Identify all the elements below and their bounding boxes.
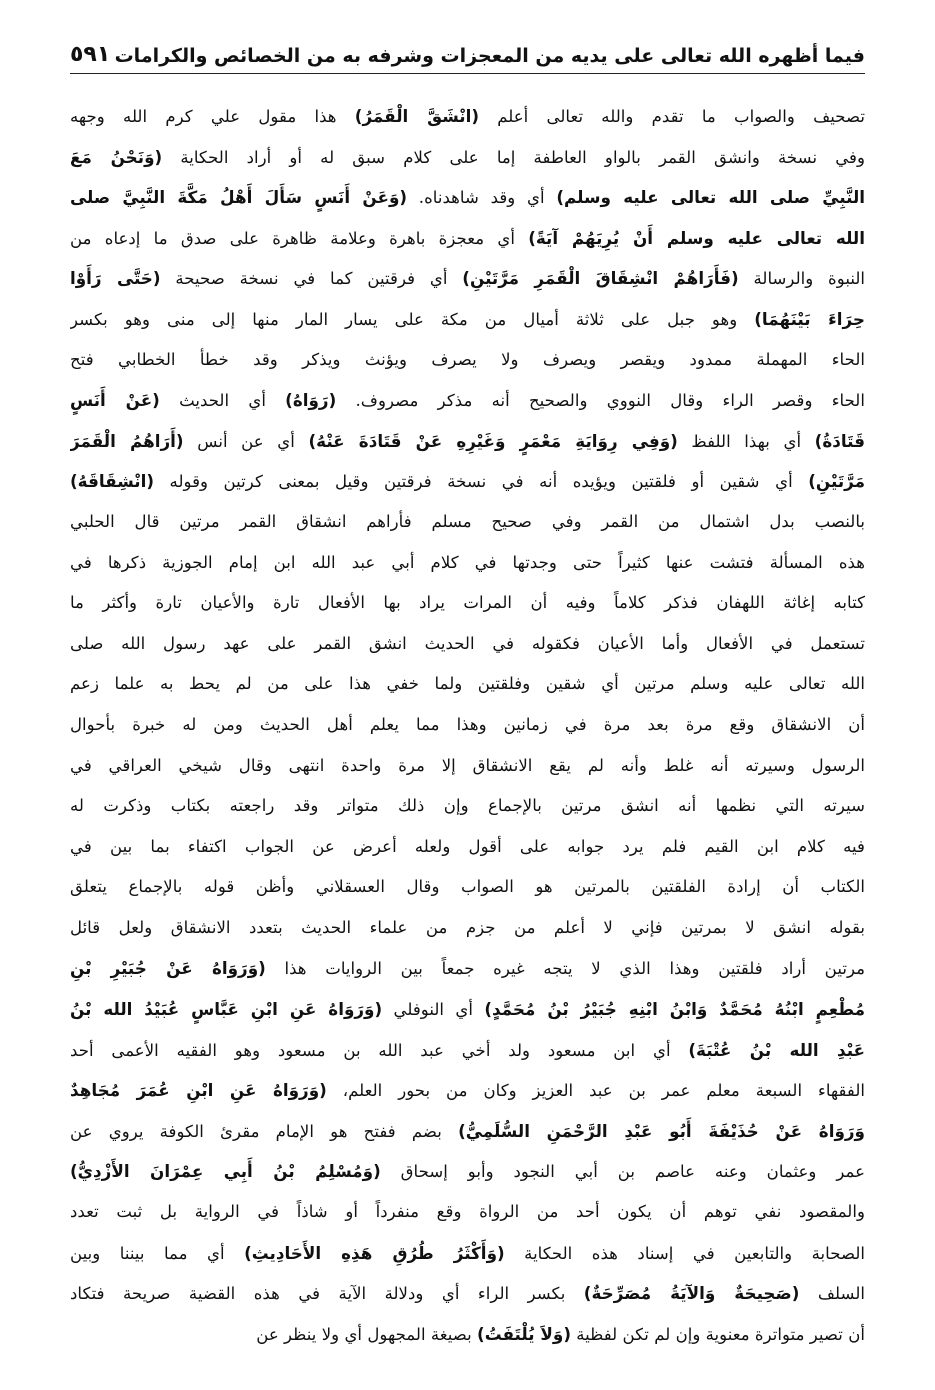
commentary-text: الكتاب أن إرادة الفلقتين بالمرتين هو الصواب وقال العسقلاني وأظن قوله بالإجماع يتعلق	[70, 877, 865, 897]
commentary-text: الحاء المهملة ممدود ويقصر ويصرف ولا يصرف ويؤنث ويذكر وقد خطأ الخطابي فتح	[70, 349, 865, 369]
quoted-matn: (أَرَاهُمُ الْقَمَرَ	[70, 430, 184, 451]
text-line	[70, 664, 865, 705]
commentary-text: عمر وعثمان وعنه عاصم بن أبي النجود وأبو إسحاق	[380, 1162, 865, 1182]
commentary-text: أي الحديث	[159, 391, 286, 411]
commentary-text: وفي نسخة وانشق القمر بالواو العاطفة إما على كلام سبق له أو أراد الحكاية	[162, 147, 865, 167]
text-line	[70, 502, 865, 543]
quoted-matn: (انْشِقَاقَهُ)	[70, 471, 155, 492]
commentary-text: السلف	[799, 1284, 865, 1304]
text-line	[70, 1233, 865, 1274]
commentary-text: فيه كلام ابن القيم فلم يرد جوابه على أقول ولعله أعرض عن الجواب اكتفاء بما بين في	[70, 836, 865, 856]
quoted-matn: (وَنَحْنُ مَعَ	[70, 146, 163, 167]
commentary-text: أي وقد شاهدناه.	[407, 188, 557, 208]
commentary-text: سيرته التي نظمها أنه انشق مرتين بالإجماع وإن ذلك متواتر وقد راجعته بكتاب وذكرت له	[70, 796, 865, 816]
text-line	[70, 948, 865, 989]
commentary-text: الفقهاء السبعة معلم عمر بن عبد العزيز وكان من بحور العلم،	[326, 1081, 865, 1101]
quoted-matn: (فَأَرَاهُمْ انْشِقَاقَ الْقَمَرِ مَرَّتَيْنِ)	[462, 268, 739, 289]
body-text	[70, 96, 865, 1356]
text-line	[70, 137, 865, 178]
text-line	[70, 1151, 865, 1192]
quoted-matn: قَتَادَةُ)	[814, 430, 865, 451]
text-line	[70, 299, 865, 340]
commentary-text: تصحيف والصواب ما تقدم والله تعالى أعلم	[479, 107, 865, 126]
commentary-text: بقوله انشق لا بمرتين فإني لا أعلم من جزم من علماء الحديث بتعدد الانشقاق ولعل قائل	[70, 917, 865, 937]
quoted-matn: (وَعَنْ أَنَسٍ سَأَلَ أَهْلُ مَكَّةَ النَّبِيَّ صلى	[70, 187, 408, 208]
commentary-text: أي معجزة باهرة وعلامة ظاهرة على صدق ما إدعاه من	[70, 228, 529, 248]
quoted-matn: حِرَاءَ بَيْنَهُمَا)	[754, 308, 865, 329]
commentary-text: هذه المسألة فتشت عنها كثيراً حتى وجدتها في كلام أبي عبد الله ابن إمام الجوزية ذكرها في	[70, 552, 865, 572]
commentary-text: والمقصود نفي توهم أن يكون أحد من الرواة وقع منفرداً أو شاذاً في الرواية بل ثبت تعدد	[70, 1202, 865, 1222]
commentary-text: وهو جبل على ثلاثة أميال من مكة على يسار المار منها إلى منى وهو بكسر	[70, 309, 755, 329]
commentary-text: أي مما بيننا وبين	[70, 1243, 245, 1263]
text-line	[70, 989, 865, 1030]
commentary-text: الحاء وقصر الراء وقال النووي والصحيح أنه مذكر مصروف.	[336, 391, 865, 411]
quoted-matn: النَّبِيِّ صلى الله تعالى عليه وسلم)	[556, 187, 865, 208]
text-line	[70, 705, 865, 746]
text-line	[70, 421, 865, 462]
text-line	[70, 177, 865, 218]
commentary-text: بصيغة المجهول أي ولا ينظر عن	[256, 1324, 478, 1344]
text-line	[70, 258, 865, 299]
commentary-text: هذا مقول علي كرم الله وجهه	[70, 107, 355, 126]
commentary-text: النبوة والرسالة	[738, 269, 865, 289]
quoted-matn: (عَنْ أَنَسٍ	[70, 390, 160, 411]
commentary-text: أن الانشقاق وقع مرة بعد مرة في زمانين وهذا مما يعلم أهل الحديث ومن له خبرة بأحوال	[70, 714, 865, 734]
commentary-text: أي النوفلي	[382, 1000, 485, 1020]
page-header	[70, 28, 865, 74]
text-line	[70, 583, 865, 624]
text-line	[70, 96, 865, 137]
quoted-matn: (وَمُسْلِمُ بْنُ أَبِي عِمْرَانَ الأَزْدِيُّ)	[70, 1161, 381, 1182]
quoted-matn: (صَحِيحَةٌ وَالآيَةُ مُصَرِّحَةٌ)	[583, 1283, 800, 1304]
text-line	[70, 340, 865, 381]
quoted-matn: (حَتَّى رَأَوْا	[70, 268, 161, 289]
text-line	[70, 746, 865, 787]
quoted-matn: (وَفِي رِوَايَةِ مَعْمَرٍ وَغَيْرِهِ عَنْ قَتَادَةَ عَنْهُ)	[308, 430, 678, 451]
text-line	[70, 1030, 865, 1071]
quoted-matn: (وَرَوَاهُ عَنْ جُبَيْرِ بْنِ	[70, 958, 266, 979]
text-line	[70, 380, 865, 421]
commentary-text: تستعمل في الأفعال وأما الأعيان فكقوله في الحديث انشق القمر على عهد رسول الله صلى	[70, 633, 865, 653]
quoted-matn: الله تعالى عليه وسلم أَنْ يُرِيَهُمْ آيَةً)	[528, 227, 865, 248]
commentary-text: بكسر الراء أي ودلالة الآية في هذه القضية صريحة فتكاد	[70, 1284, 584, 1304]
text-line	[70, 827, 865, 868]
commentary-text: أي ابن مسعود ولد أخي عبد الله بن مسعود وهو الفقيه الأعمى أحد	[70, 1040, 689, 1060]
quoted-matn: مُطْعِمٍ ابْنُهُ مُحَمَّدٌ وَابْنُ ابْنِهِ جُبَيْرُ بْنُ مُحَمَّدٍ)	[484, 999, 865, 1020]
commentary-text: أي فرقتين كما في نسخة صحيحة	[160, 269, 463, 289]
quoted-matn: (وَلاَ يُلْتَفَتُ)	[477, 1323, 571, 1344]
commentary-text: بضم ففتح هو الإمام مقرئ الكوفة يروي عن	[70, 1121, 459, 1141]
text-line	[70, 786, 865, 827]
text-line	[70, 218, 865, 259]
text-line	[70, 624, 865, 665]
quoted-matn: وَرَوَاهُ عَنْ حُذَيْفَةَ أَبُو عَبْدِ الرَّحْمَنِ السُّلَمِيُّ)	[458, 1120, 865, 1141]
commentary-text: أي بهذا اللفظ	[677, 431, 815, 451]
text-line	[70, 1192, 865, 1233]
commentary-text: كتابه إغاثة اللهفان فذكر كلاماً وفيه أن المرات يراد بها الأفعال تارة والأعيان تارة وأكثر ما	[70, 593, 865, 613]
text-line	[70, 1314, 865, 1355]
commentary-text: أي عن أنس	[183, 431, 309, 451]
quoted-matn: عَبْدِ الله بْنُ عُتْبَةَ)	[688, 1039, 865, 1060]
quoted-matn: (رَوَاهُ)	[285, 390, 337, 411]
quoted-matn: (انْشَقَّ الْقَمَرُ)	[354, 106, 479, 126]
quoted-matn: (وَأَكْثَرُ طُرُقِ هَذِهِ الأَحَادِيثِ)	[244, 1242, 505, 1263]
commentary-text: الصحابة والتابعين في إسناد هذه الحكاية	[504, 1243, 865, 1263]
text-line	[70, 1273, 865, 1314]
text-line	[70, 543, 865, 584]
quoted-matn: مَرَّتَيْنِ)	[808, 471, 865, 492]
quoted-matn: (وَرَوَاهُ عَنِ ابْنِ عُمَرَ مُجَاهِدٌ	[70, 1080, 327, 1101]
running-title: فيما أظهره الله تعالى على يديه من المعجزات وشرفه به من الخصائص والكرامات	[114, 45, 865, 67]
commentary-text: مرتين أراد فلقتين وهذا الذي لا يتجه غيره جمعاً بين الروايات هذا	[265, 959, 865, 979]
commentary-text: بالنصب بدل اشتمال من القمر وفي صحيح مسلم فأراهم انشقاق القمر مرتين قال الحلبي	[70, 511, 865, 531]
quoted-matn: (وَرَوَاهُ عَنِ ابْنِ عَبَّاسٍ عُبَيْدُ الله بْنُ	[70, 999, 383, 1020]
commentary-text: الرسول وسيرته أنه غلط وأنه لم يقع الانشقاق إلا مرة واحدة انتهى وقال شيخي العراقي في	[70, 755, 865, 775]
page-number: ٥٩١	[70, 42, 111, 67]
commentary-text: أي شقين أو فلقتين ويؤيده أنه في نسخة فرقتين وقيل بمعنى كرتين وقوله	[154, 472, 809, 492]
commentary-text: الله تعالى عليه وسلم مرتين أي شقين وفلقتين ولما خفي هذا على من لم يحط به علما زعم	[70, 674, 865, 694]
text-line	[70, 1070, 865, 1111]
text-line	[70, 1111, 865, 1152]
text-line	[70, 461, 865, 502]
text-line	[70, 908, 865, 949]
commentary-text: أن تصير متواترة معنوية وإن لم تكن لفظية	[571, 1324, 865, 1344]
text-line	[70, 867, 865, 908]
